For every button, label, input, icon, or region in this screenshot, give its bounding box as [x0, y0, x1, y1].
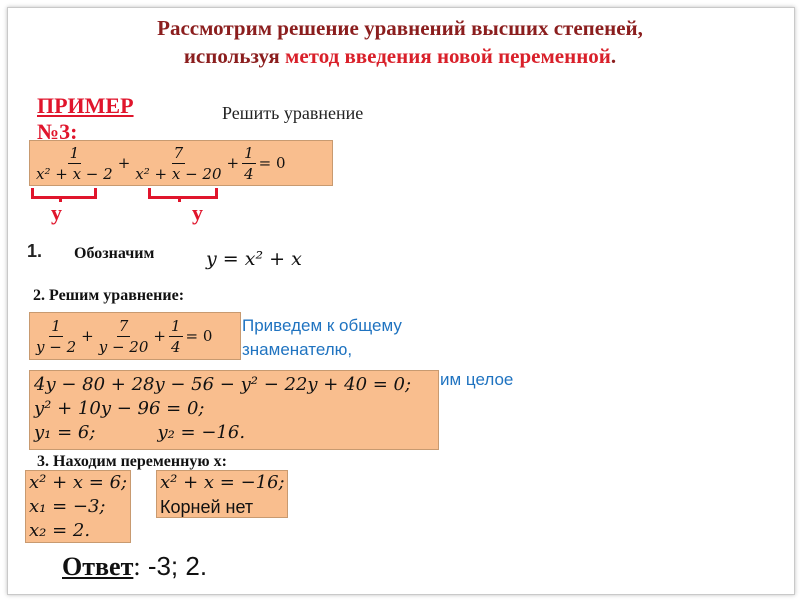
title-line-2-suffix: .: [610, 44, 617, 68]
step2-equation-box: $\frac{1}{y - 2}$ + $\frac{7}{y - 20}$ + $\frac{1}{4}$ = 0: [29, 312, 241, 360]
hint-line-3-tail: им целое: [440, 370, 514, 389]
step3-right-box: [156, 470, 288, 518]
main-equation-box: $\frac{1}{\text{x² + x − 2}}$ + $\frac{7}{\text{x² + x − 20}}$ + $\frac{1}{4}$ = 0: [29, 140, 333, 186]
slide-title: [40, 14, 760, 70]
work-line-2: y² + 10y − 96 = 0;: [34, 398, 205, 419]
answer-label: Ответ: [62, 552, 134, 581]
substitution-bracket-left: [31, 188, 97, 199]
work-line-3: [34, 421, 438, 445]
answer-value: -3; 2.: [140, 551, 208, 581]
example-number: №3:: [37, 119, 78, 139]
y-fraction-2: $\frac{7}{y - 20}$: [98, 316, 149, 356]
step2-work-box: [29, 370, 439, 450]
fraction-1: $\frac{1}{\text{x² + x − 2}}$: [36, 143, 113, 183]
example-label: ПРИМЕР: [37, 93, 134, 118]
substitution-y-left: у: [51, 200, 62, 225]
title-method-highlight: метод введения новой переменной: [285, 44, 611, 68]
x-eq-left: x² + x = 6;: [29, 472, 128, 493]
root-y2: y₂ = −16.: [157, 422, 246, 443]
hint-line-2: знаменателю,: [242, 340, 353, 359]
root-x2: x₂ = 2.: [29, 520, 91, 541]
substitution-bracket-right: [148, 188, 218, 199]
y-fraction-3: $\frac{1}{4}$: [170, 316, 181, 356]
fraction-2: $\frac{7}{\text{x² + x − 20}}$: [135, 143, 222, 183]
step1-formula: y = x² + x: [206, 248, 302, 270]
step3-left-box: [25, 470, 131, 543]
step2-label: 2. Решим уравнение:: [33, 287, 185, 304]
root-y1: y₁ = 6;: [34, 422, 96, 443]
fraction-3: $\frac{1}{4}$: [244, 143, 254, 183]
title-line-2: [40, 42, 760, 70]
work-line-1: 4y − 80 + 28y − 56 − y² − 22y + 40 = 0;: [34, 374, 412, 395]
title-line-1: Рассмотрим решение уравнений высших степеней,: [157, 16, 643, 40]
answer-colon: :: [133, 552, 141, 581]
substitution-stem-right: [178, 196, 181, 202]
root-x1: x₁ = −3;: [29, 496, 106, 517]
x-eq-right: x² + x = −16;: [160, 472, 285, 493]
title-line-2-prefix: используя: [183, 44, 286, 68]
hint-note: [242, 314, 402, 362]
step3-label: 3. Находим переменную х:: [37, 453, 227, 470]
no-roots-text: Корней нет: [160, 497, 254, 517]
task-label: Решить уравнение: [222, 103, 364, 123]
answer: [62, 551, 207, 582]
step1-number: 1.: [27, 241, 43, 261]
step1-label: Обозначим: [74, 245, 155, 262]
y-fraction-1: $\frac{1}{y - 2}$: [36, 316, 77, 356]
hint-line-1: Приведем к общему: [242, 316, 402, 335]
substitution-y-right: у: [192, 200, 203, 225]
